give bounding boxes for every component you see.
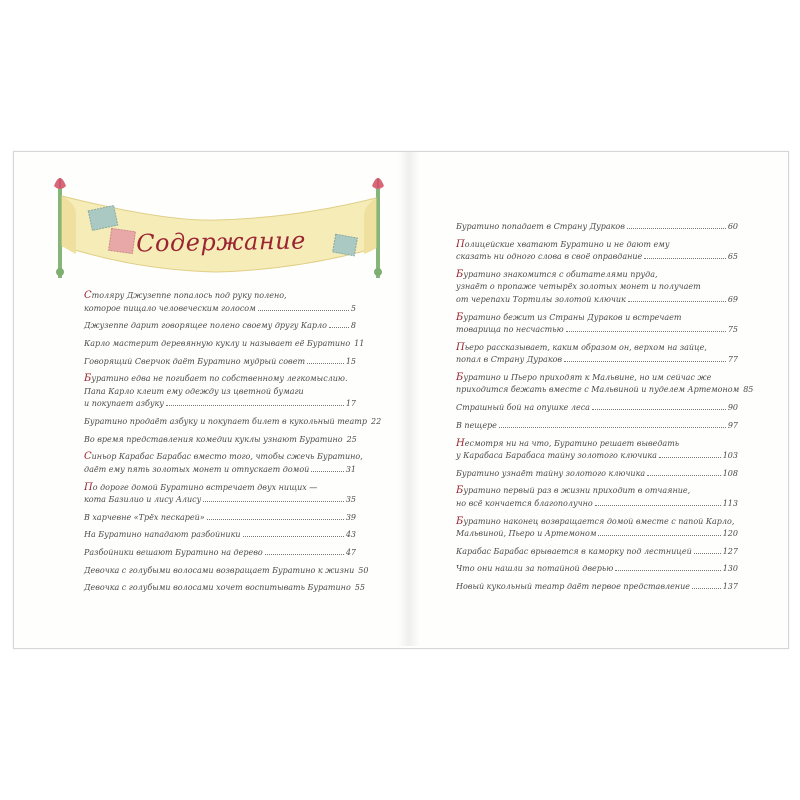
toc-page-number: 31 <box>345 464 356 474</box>
toc-page-number: 69 <box>727 294 738 304</box>
toc-entry[interactable] <box>84 338 365 351</box>
toc-page-number: 17 <box>345 399 356 409</box>
toc-page-number: 130 <box>722 564 738 574</box>
toc-entry-title: Разбойники вешают Буратино на дерево <box>84 548 263 558</box>
dot-leader <box>265 547 344 555</box>
toc-entry[interactable] <box>84 512 356 525</box>
dot-leader <box>694 546 721 554</box>
dot-leader <box>311 464 344 472</box>
dot-leader <box>258 303 349 311</box>
page-title: Содержание <box>135 226 307 258</box>
toc-entry-title: товарища по несчастью <box>456 325 564 335</box>
toc-entry[interactable] <box>84 482 356 507</box>
toc-entry-title: сказать ни одного слова в своё оправдание <box>456 252 643 262</box>
toc-entry-line: По дороге домой Буратино встречает двух нищих — <box>84 481 318 493</box>
dot-leader <box>615 563 720 571</box>
toc-page-number: 11 <box>354 338 365 348</box>
toc-page-number: 103 <box>722 451 738 460</box>
dot-leader <box>598 528 720 536</box>
dot-leader <box>307 356 344 364</box>
dot-leader <box>499 420 726 428</box>
toc-entry-title: Говорящий Сверчок даёт Буратино мудрый совет <box>84 356 306 366</box>
toc-entry-title: приходится бежать вместе с Мальвиной и пуделем Артемоном <box>456 385 740 395</box>
dot-leader <box>627 221 726 229</box>
toc-entry[interactable] <box>84 547 356 560</box>
toc-entry-line: Полицейские хватают Буратино и не дают ему <box>456 238 670 250</box>
toc-page-number: 77 <box>727 355 738 365</box>
toc-entry-title: В пещере <box>456 420 497 430</box>
book-spine <box>398 152 420 646</box>
dot-leader <box>595 498 721 506</box>
toc-entry-title: В харчевне «Трёх пескарей» <box>84 512 205 522</box>
toc-entry-title: Страшный бой на опушке леса <box>456 403 590 413</box>
dot-leader <box>644 251 726 259</box>
toc-page-number: 5 <box>350 303 356 313</box>
dot-leader <box>329 320 349 328</box>
dot-leader <box>566 324 726 332</box>
toc-entry[interactable] <box>84 290 356 315</box>
toc-entry-title: Буратино попадает в Страну Дураков <box>456 222 625 231</box>
toc-entry[interactable] <box>456 581 738 594</box>
toc-page-number: 108 <box>722 468 738 478</box>
toc-page-number: 43 <box>345 530 356 540</box>
dot-leader <box>647 468 721 476</box>
toc-entry-line: Буратино едва не погибает по собственному легкомыслию. <box>84 373 348 385</box>
toc-entry-title: Джузеппе дарит говорящее полено своему другу Карло <box>84 321 327 331</box>
toc-entry-title: Буратино продаёт азбуку и покупает билет в кукольный театр <box>84 416 367 426</box>
contents-banner <box>46 174 396 282</box>
toc-page-number: 75 <box>727 325 738 335</box>
dot-leader <box>207 512 344 520</box>
toc-entry[interactable] <box>456 438 738 463</box>
toc-entry-title: попал в Страну Дураков <box>456 355 563 365</box>
toc-entry-line: Буратино первый раз в жизни приходит в отчаяние, <box>456 485 691 497</box>
toc-entry-title: Карабас Барабас врывается в каморку под лестницей <box>456 546 692 556</box>
toc-entry-line: Столяру Джузеппе попалось под руку полено, <box>84 290 287 301</box>
toc-entry-title: Карло мастерит деревянную куклу и называет её Буратино <box>84 338 351 348</box>
toc-entry-title: кота Базилио и лису Алису <box>84 495 202 504</box>
toc-entry[interactable] <box>456 269 738 307</box>
toc-page-number: 22 <box>370 416 382 426</box>
toc-entry-title: Новый кукольный театр даёт первое представление <box>456 582 690 592</box>
toc-page-number: 85 <box>743 385 754 395</box>
toc-entry[interactable] <box>456 420 738 433</box>
toc-entry[interactable] <box>456 485 738 510</box>
toc-page-number: 137 <box>722 582 738 592</box>
toc-entry[interactable] <box>456 342 738 367</box>
dot-leader <box>592 402 726 410</box>
toc-entry[interactable] <box>456 371 754 397</box>
toc-entry[interactable] <box>456 221 738 234</box>
toc-entry-title: но всё кончается благополучно <box>456 498 593 508</box>
toc-entry-title: у Карабаса Барабаса тайну золотого ключика <box>456 451 657 460</box>
toc-entry-title: и покупает азбуку <box>84 399 164 409</box>
toc-entry-line: Буратино наконец возвращается домой вместе с папой Карло, <box>456 515 735 527</box>
toc-page-number: 15 <box>345 356 356 366</box>
toc-entry[interactable] <box>456 468 738 481</box>
toc-page-number: 65 <box>727 252 738 262</box>
toc-page-number: 35 <box>345 495 356 504</box>
dot-leader <box>628 294 726 302</box>
dot-leader <box>166 398 344 406</box>
toc-entry-title: Мальвиной, Пьеро и Артемоном <box>456 529 597 539</box>
toc-entry[interactable] <box>456 516 738 541</box>
toc-entry[interactable] <box>456 546 738 559</box>
toc-entry-line: узнаёт о пропаже четырёх золотых монет и получает <box>456 282 701 292</box>
dot-leader <box>203 494 344 502</box>
dot-leader <box>692 581 721 589</box>
dot-leader <box>659 450 721 458</box>
toc-page-number: 113 <box>722 498 738 508</box>
toc-page-number: 8 <box>350 321 356 331</box>
toc-page-number: 120 <box>722 529 738 539</box>
toc-page-number: 127 <box>722 546 738 556</box>
toc-page-number: 50 <box>358 565 369 575</box>
toc-entry-line: Синьор Карабас Барабас вместо того, чтобы сжечь Буратино, <box>84 451 363 463</box>
dot-leader <box>243 529 344 537</box>
toc-page-number: 47 <box>345 548 356 558</box>
toc-entry-title: Буратино узнаёт тайну золотого ключика <box>456 468 646 478</box>
toc-entry-line: Несмотря ни на что, Буратино решает выведать <box>456 437 680 449</box>
toc-entry-line: Буратино и Пьеро приходят к Мальвине, но им сейчас же <box>456 371 712 383</box>
toc-entry[interactable] <box>84 416 382 429</box>
toc-page-number: 55 <box>354 583 365 593</box>
toc-entry[interactable] <box>84 356 356 369</box>
toc-entry-title: даёт ему пять золотых монет и отпускает домой <box>84 464 310 474</box>
contents-column-left <box>84 290 382 595</box>
toc-entry[interactable] <box>84 582 365 595</box>
toc-entry[interactable] <box>84 320 356 333</box>
toc-entry-line: Буратино знакомится с обитателями пруда, <box>456 268 658 280</box>
toc-entry[interactable] <box>84 373 356 411</box>
toc-entry-line: Папа Карло клеит ему одежду из цветной бумаги <box>84 386 304 396</box>
toc-entry-title: Девочка с голубыми волосами хочет воспитывать Буратино <box>84 583 351 593</box>
toc-entry-line: Пьеро рассказывает, каким образом он, верхом на зайце, <box>456 341 707 353</box>
toc-page-number: 97 <box>727 420 738 430</box>
toc-entry[interactable] <box>84 529 356 542</box>
toc-entry-title: Что они нашли за потайной дверью <box>456 564 614 574</box>
contents-column-right <box>456 221 754 594</box>
toc-entry[interactable] <box>84 451 363 476</box>
toc-entry[interactable] <box>456 239 738 264</box>
toc-entry-title: которое пищало человеческим голосом <box>84 303 256 313</box>
toc-entry-title: от черепахи Тортилы золотой ключик <box>456 294 626 304</box>
toc-entry[interactable] <box>456 312 738 337</box>
toc-page-number: 60 <box>727 222 738 231</box>
toc-entry[interactable] <box>456 402 738 415</box>
dot-leader <box>564 354 726 362</box>
toc-entry[interactable] <box>456 563 738 576</box>
toc-page-number: 39 <box>345 512 356 522</box>
toc-page-number: 25 <box>346 434 357 444</box>
toc-entry-line: Буратино бежит из Страны Дураков и встречает <box>456 311 682 323</box>
toc-entry-title: Девочка с голубыми волосами возвращает Буратино к жизни <box>84 565 355 575</box>
toc-entry-title: Во время представления комедии куклы узнают Буратино <box>84 434 343 444</box>
toc-entry[interactable] <box>84 565 369 578</box>
toc-entry[interactable] <box>84 434 356 447</box>
toc-page-number: 90 <box>727 403 738 413</box>
toc-entry-title: На Буратино нападают разбойники <box>84 530 241 540</box>
